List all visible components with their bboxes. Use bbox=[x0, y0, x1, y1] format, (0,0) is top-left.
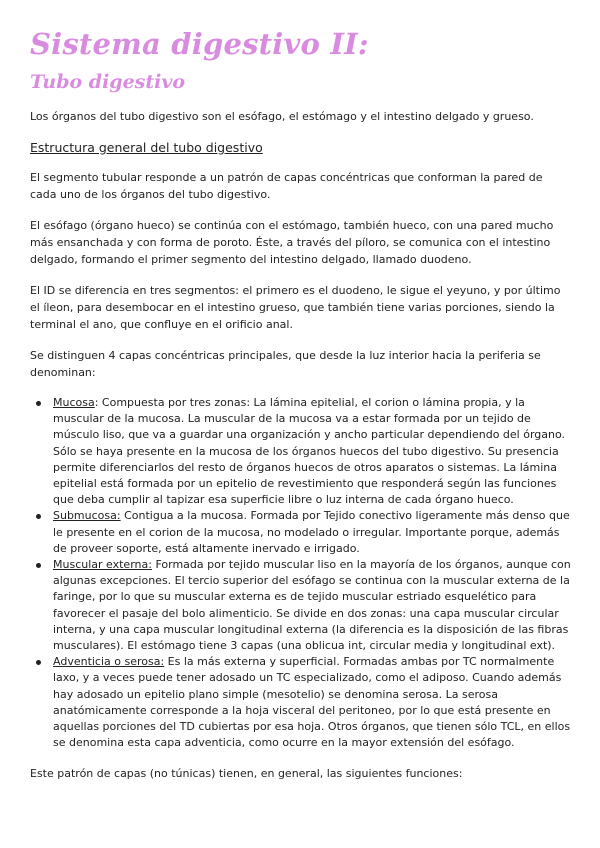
desc-mucosa: : Compuesta por tres zonas: La lámina epitelial, el corion o lámina propia, y la muscular de la mucosa. La muscular de la mucosa va a estar formada por un tejido de músculo liso, que va a guardar una organización y ancho particular dependiendo del órgano. Sólo se haya presente en la mucosa de los órganos huecos del tubo digestivo. Su presencia permite diferenciarlos del resto de órganos huecos de otros aparatos o sistemas. La lámina epitelial está formada por un epitelio de revestimiento que responderá según las funciones que deba cumplir al tapizar esa superficie libre o luz interna de cada órgano hueco. bbox=[53, 396, 566, 507]
paragraph-3: El ID se diferencia en tres segmentos: el primero es el duodeno, le sigue el yeyuno, y por último el íleon, para desembocar en el intestino grueso, que también tiene varias porciones, siendo la terminal el ano, que confluye en el orificio anal. bbox=[30, 284, 561, 331]
page-subtitle: Tubo digestivo bbox=[30, 71, 186, 93]
page-title: Sistema digestivo II: bbox=[30, 27, 369, 61]
term-adventicia: Adventicia o serosa: bbox=[53, 655, 165, 669]
list-item-adventicia bbox=[50, 654, 572, 751]
section-heading: Estructura general del tubo digestivo bbox=[30, 140, 263, 155]
list-item-mucosa bbox=[50, 395, 572, 508]
desc-muscular-externa: Formada por tejido muscular liso en la mayoría de los órganos, aunque con algunas excepciones. El tercio superior del esófago se continua con la muscular externa de la faringe, por lo que su muscular externa es de tejido muscular estriado esquelético para favorecer el pasaje del bolo alimenticio. Se divide en dos zonas: una capa muscular circular interna, y una capa muscular longitudinal externa (la diferencia es la disposición de las fibras musculares). El estómago tiene 3 capas (una oblicua int, circular media y longitudinal ext). bbox=[53, 558, 571, 653]
term-mucosa: Mucosa bbox=[53, 396, 95, 409]
layers-list bbox=[30, 395, 572, 751]
list-item-muscular-externa bbox=[50, 557, 572, 654]
paragraph-4: Se distinguen 4 capas concéntricas principales, que desde la luz interior hacia la periferia se denominan: bbox=[30, 349, 541, 379]
desc-submucosa: Contigua a la mucosa. Formada por Tejido conectivo ligeramente más denso que le presente en el corion de la mucosa, no modelado o irregular. Importante porque, además de proveer soporte, está altamente inervado e irrigado. bbox=[53, 509, 570, 555]
paragraph-2: El esófago (órgano hueco) se continúa con el estómago, también hueco, con una pared mucho más ensanchada y con forma de poroto. Éste, a través del píloro, se comunica con el intestino delgado, formando el primer segmento del intestino delgado, llamado duodeno. bbox=[30, 219, 554, 266]
list-item-submucosa bbox=[50, 508, 572, 557]
term-submucosa: Submucosa: bbox=[53, 509, 121, 523]
term-muscular-externa: Muscular externa: bbox=[53, 558, 152, 572]
closing-paragraph: Este patrón de capas (no túnicas) tienen, en general, las siguientes funciones: bbox=[30, 767, 463, 781]
paragraph-1: El segmento tubular responde a un patrón de capas concéntricas que conforman la pared de cada uno de los órganos del tubo digestivo. bbox=[30, 171, 543, 201]
intro-paragraph: Los órganos del tubo digestivo son el esófago, el estómago y el intestino delgado y grueso. bbox=[30, 110, 534, 123]
desc-adventicia: Es la más externa y superficial. Formadas ambas por TC normalmente laxo, y a veces puede tener adosado un TC especializado, como el adiposo. Cuando además hay adosado un epitelio plano simple (mesotelio) se denomina serosa. La serosa anatómicamente corresponde a la hoja visceral del peritoneo, por lo que está presente en aquellas porciones del TD cubiertas por esa hoja. Otros órganos, que tienen sólo TCL, en ellos se denomina esta capa adventicia, como ocurre en la mayor extensión del esófago. bbox=[53, 655, 571, 750]
